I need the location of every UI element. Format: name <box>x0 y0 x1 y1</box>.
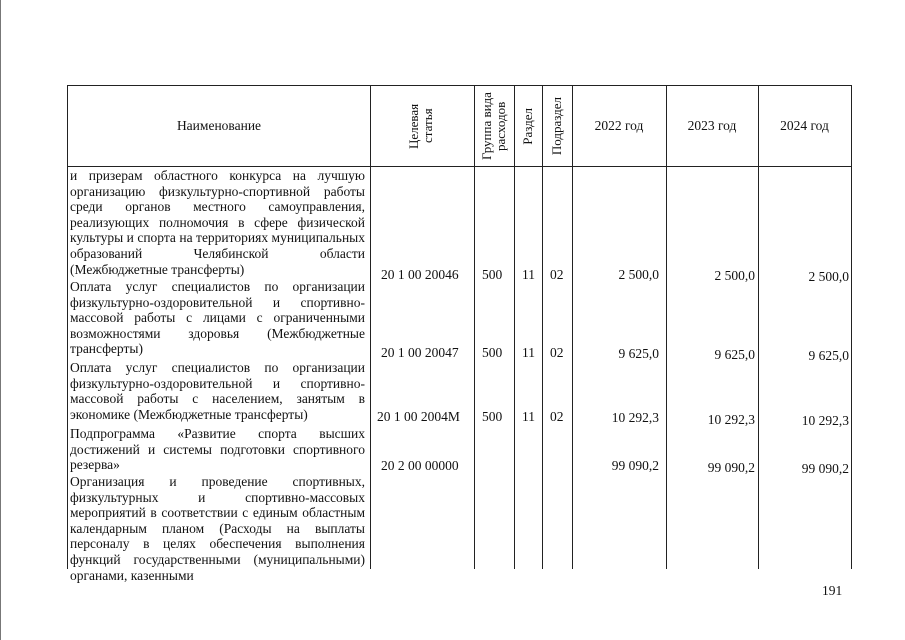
row-section: 11 <box>522 345 535 360</box>
header-group-label: Группа вида расходов <box>479 92 508 160</box>
page-number: 191 <box>822 583 843 598</box>
header-name <box>68 86 370 166</box>
row-value-2022: 2 500,0 <box>618 267 659 282</box>
row-name: Организация и проведение спортивных, физкультурных и спортивно-массовых мероприятий в соответствии с единым областным календарным планом (Расходы на выплаты персоналу в целях обеспечения выполнения функций государственными (муниципальными) органами, казенными <box>70 474 365 583</box>
row-value-2024: 99 090,2 <box>801 461 849 476</box>
row-target: 20 1 00 2004М <box>377 409 460 424</box>
row-group: 500 <box>482 345 503 360</box>
scan-edge <box>0 0 1 640</box>
header-divider <box>68 166 851 167</box>
header-target-label: Целевая статья <box>406 103 435 149</box>
row-section: 11 <box>522 409 535 424</box>
header-target <box>370 86 474 166</box>
header-2022-label: 2022 год <box>594 118 644 133</box>
header-2024 <box>758 86 851 166</box>
header-subsection <box>542 86 572 166</box>
header-2024-label: 2024 год <box>780 118 829 133</box>
row-value-2024: 2 500,0 <box>808 269 849 284</box>
row-value-2024: 9 625,0 <box>808 348 849 363</box>
row-target: 20 1 00 20046 <box>381 267 459 282</box>
row-value-2022: 99 090,2 <box>611 458 659 473</box>
header-2022 <box>572 86 666 166</box>
row-value-2022: 10 292,3 <box>611 410 659 425</box>
header-section-label: Раздел <box>520 107 535 145</box>
row-group: 500 <box>482 267 503 282</box>
budget-table <box>67 85 852 583</box>
row-value-2024: 10 292,3 <box>801 413 849 428</box>
row-subsection: 02 <box>550 267 564 282</box>
header-name-label: Наименование <box>176 118 262 133</box>
row-section: 11 <box>522 267 535 282</box>
row-subsection: 02 <box>550 345 564 360</box>
row-group: 500 <box>482 409 503 424</box>
row-name: Оплата услуг специалистов по организации физкультурно-оздоровительной и спортивно-массовой работы с лицами с ограниченными возможностями здоровья (Межбюджетные трансферты) <box>70 279 365 357</box>
header-subsection-label: Подраздел <box>549 96 564 156</box>
row-value-2023: 2 500,0 <box>714 268 755 283</box>
row-value-2023: 10 292,3 <box>707 412 755 427</box>
header-group <box>474 86 514 166</box>
row-value-2023: 99 090,2 <box>707 460 755 475</box>
row-value-2023: 9 625,0 <box>714 347 755 362</box>
row-name: Подпрограмма «Развитие спорта высших достижений и системы подготовки спортивного резерва» <box>70 426 365 473</box>
row-value-2022: 9 625,0 <box>618 346 659 361</box>
row-name: Оплата услуг специалистов по организации физкультурно-оздоровительной и спортивно-массовой работы с населением, занятым в экономике (Межбюджетные трансферты) <box>70 360 365 422</box>
header-section <box>514 86 542 166</box>
header-2023 <box>666 86 758 166</box>
header-2023-label: 2023 год <box>687 118 737 133</box>
row-subsection: 02 <box>550 409 564 424</box>
row-target: 20 2 00 00000 <box>381 458 459 473</box>
row-target: 20 1 00 20047 <box>381 345 459 360</box>
row-name: и призерам областного конкурса на лучшую организацию физкультурно-спортивной работы среди органов местного самоуправления, реализующих полномочия в сфере физической культуры и спорта на территориях муниципальных образований Челябинской области (Межбюджетные трансферты) <box>70 168 365 277</box>
